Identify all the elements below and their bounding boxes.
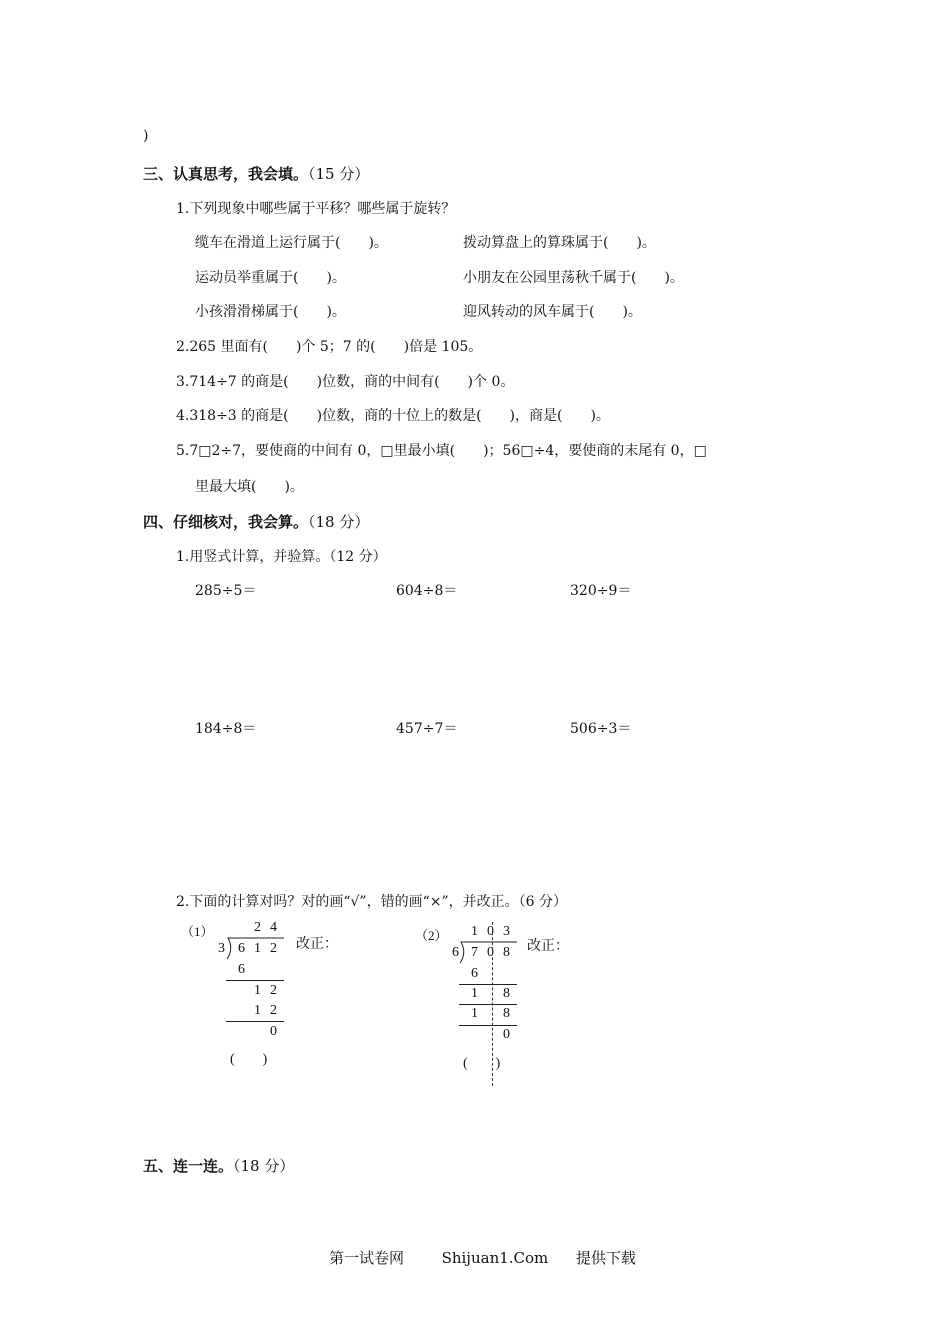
calc2-rule: [459, 984, 517, 985]
calc1-rule: [226, 1021, 284, 1022]
calc2-correction-label: 改正：: [527, 939, 569, 954]
calc2-answer-paren: ( ): [463, 1056, 501, 1071]
calc1-step2-digit: 1: [254, 983, 261, 998]
calc1-correction-label: 改正：: [296, 937, 338, 952]
q3-1-item-5: 小孩滑滑梯属于( )。: [195, 304, 346, 320]
section-3-title: 三、认真思考，我会填。: [143, 165, 309, 183]
calc2-step2-digit: 8: [503, 986, 510, 1001]
footer-site-en: Shijuan1.Com: [441, 1249, 549, 1267]
problem-457: 457÷7＝: [396, 721, 458, 737]
q3-2: 2.265 里面有( )个 5；7 的( )倍是 105。: [176, 339, 483, 355]
calc2-remainder: 0: [503, 1027, 510, 1042]
problem-184: 184÷8＝: [195, 721, 257, 737]
calc1-step2-digit: 2: [270, 983, 277, 998]
section-5-heading: [143, 1155, 294, 1176]
section-3-score: （15 分）: [308, 165, 370, 183]
problem-320: 320÷9＝: [570, 583, 632, 599]
q3-4: 4.318÷3 的商是( )位数，商的十位上的数是( )，商是( )。: [176, 408, 610, 424]
calc1-answer-paren: ( ): [230, 1052, 268, 1067]
calc2-dividend-digit: 7: [471, 945, 478, 960]
calc2-quotient-digit: 0: [487, 924, 494, 939]
section-4-title: 四、仔细核对，我会算。: [143, 513, 309, 531]
problem-506: 506÷3＝: [570, 721, 632, 737]
calc1-step1-digit: 6: [238, 962, 245, 977]
calc1-step3-digit: 1: [254, 1003, 261, 1018]
q4-2-stem: 2.下面的计算对吗？对的画“√”，错的画“×”，并改正。（6 分）: [176, 894, 567, 910]
calc1-divisor: 3: [218, 941, 225, 956]
calc1-quotient-digit: 2: [254, 920, 261, 935]
calc2-step3-digit: 8: [503, 1006, 510, 1021]
calc1-dividend-digit: 2: [270, 941, 277, 956]
calc1-remainder: 0: [270, 1024, 277, 1039]
section-5-score: （18 分）: [233, 1157, 295, 1175]
section-3-heading: [143, 163, 369, 184]
calc2-step2-digit: 1: [471, 986, 478, 1001]
calc2-label: （2）: [415, 928, 448, 943]
q3-3: 3.714÷7 的商是( )位数，商的中间有( )个 0。: [176, 374, 515, 390]
section-5-title: 五、连一连。: [143, 1157, 234, 1175]
calc2-dividend-digit: 0: [487, 945, 494, 960]
q3-1-item-6: 迎风转动的风车属于( )。: [463, 304, 642, 320]
calc1-dividend-digit: 6: [238, 941, 245, 956]
footer-tail: 提供下载: [575, 1249, 636, 1267]
problem-604: 604÷8＝: [396, 583, 458, 599]
q3-1-stem: 1.下列现象中哪些属于平移？哪些属于旋转？: [176, 201, 456, 217]
calc2-quotient-digit: 3: [503, 924, 510, 939]
q3-5-line-2: 里最大填( )。: [195, 479, 304, 495]
footer-site-cn: 第一试卷网: [329, 1249, 405, 1267]
section-4-score: （18 分）: [308, 513, 370, 531]
calc1-step3-digit: 2: [270, 1003, 277, 1018]
q3-1-item-4: 小朋友在公园里荡秋千属于( )。: [463, 270, 684, 286]
calc1-quotient-digit: 4: [270, 920, 277, 935]
q3-1-item-2: 拨动算盘上的算珠属于( )。: [463, 235, 656, 251]
footer: [329, 1247, 636, 1268]
section-4-heading: [143, 511, 369, 532]
q4-1-stem: 1.用竖式计算，并验算。（12 分）: [176, 549, 387, 565]
top-fragment: ): [143, 128, 149, 144]
calc2-divisor: 6: [452, 945, 459, 960]
calc2-rule: [459, 1025, 517, 1026]
calc2-step3-digit: 1: [471, 1006, 478, 1021]
calc2-dividend-digit: 8: [503, 945, 510, 960]
calc2-step1-digit: 6: [471, 966, 478, 981]
calc1-label: （1）: [181, 924, 214, 939]
problem-285: 285÷5＝: [195, 583, 257, 599]
calc2-quotient-digit: 1: [471, 924, 478, 939]
q3-1-item-3: 运动员举重属于( )。: [195, 270, 346, 286]
calc2-rule: [459, 1004, 517, 1005]
q3-1-item-1: 缆车在滑道上运行属于( )。: [195, 235, 388, 251]
calc1-rule: [226, 980, 284, 981]
calc1-dividend-digit: 1: [254, 941, 261, 956]
q3-5-line-1: 5.7□2÷7，要使商的中间有 0，□里最小填( )；56□÷4，要使商的末尾有 0，□: [176, 443, 707, 459]
